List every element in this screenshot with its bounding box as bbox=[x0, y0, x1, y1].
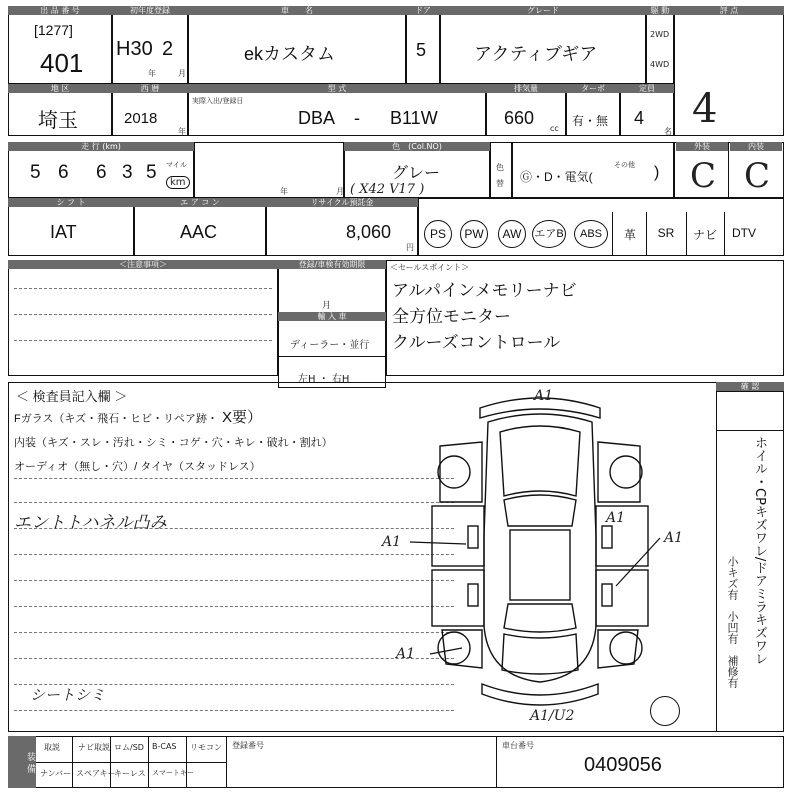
cc-unit: cc bbox=[550, 124, 559, 133]
car-diagram bbox=[370, 386, 710, 726]
equip-div-3 bbox=[148, 736, 149, 788]
inspector-line-audio: オーディオ（無し・穴）/ タイヤ（スタッドレス） bbox=[14, 461, 261, 473]
cc-value: 660 bbox=[504, 108, 535, 128]
handle-value: 左H ・ 右H bbox=[298, 374, 350, 385]
serial-label: 登録番号 bbox=[232, 741, 264, 750]
score-cell bbox=[674, 6, 784, 136]
import-header: 輸 入 車 bbox=[278, 312, 386, 321]
color-label-gae: 替 bbox=[496, 179, 504, 188]
lot-bracket-number: [1277] bbox=[34, 22, 73, 38]
right-vertical-col2: 小キズ有 小凹有 補修有 bbox=[726, 556, 739, 688]
chassis-number: 0409056 bbox=[584, 754, 662, 776]
year-ad-suffix: 年 bbox=[178, 127, 186, 136]
ext-int-divider bbox=[728, 142, 729, 198]
inspection-year: 年 bbox=[280, 187, 288, 196]
grade-value: アクティブギア bbox=[474, 44, 598, 64]
caution-header: ＜注意事項＞ bbox=[8, 260, 278, 269]
right-vertical-col1: ホイル・CPキズワレ/ドアミラキズワレ bbox=[752, 436, 767, 666]
interior-grade-hand: C bbox=[744, 156, 771, 196]
caution-cell bbox=[8, 260, 278, 376]
overall-score-hand: 4 bbox=[692, 86, 718, 132]
mileage-digit-1: 5 bbox=[30, 162, 45, 183]
equip-number: ナンバー bbox=[40, 769, 72, 778]
first-reg-era: H30 bbox=[116, 38, 153, 60]
mileage-digit-3: 6 bbox=[96, 162, 107, 183]
reg-note: 実際入出/登録日 bbox=[192, 97, 244, 105]
drive-4wd: 4WD bbox=[650, 60, 670, 69]
inspector-header: ＜ 検査員記入欄 ＞ bbox=[16, 389, 128, 404]
model-prefix: DBA bbox=[298, 108, 336, 128]
drive-2wd: 2WD bbox=[650, 30, 670, 39]
equip-div-2 bbox=[110, 736, 111, 788]
expiry-month-label: 月 bbox=[322, 301, 332, 311]
drive-cell bbox=[646, 6, 674, 84]
aircon-header: エ ア コ ン bbox=[134, 198, 266, 207]
equip-div-1 bbox=[72, 736, 73, 788]
mileage-digit-2: 6 bbox=[58, 162, 69, 183]
color-header: 色 (Col.NO) bbox=[344, 142, 490, 151]
caution-line-1 bbox=[14, 288, 272, 289]
caution-line-2 bbox=[14, 314, 272, 315]
color-label-iro: 色 bbox=[496, 163, 504, 172]
year-label: 年 bbox=[148, 69, 156, 78]
grade-header: グレード bbox=[440, 6, 646, 15]
opt-divider-3 bbox=[686, 212, 687, 256]
equip-spare-key: スペアキー bbox=[76, 769, 116, 778]
equip-keyless: キーレス bbox=[114, 769, 146, 778]
import-value: ディーラー・並行 bbox=[290, 340, 370, 351]
equip-div-5 bbox=[226, 736, 227, 788]
recycle-value: 8,060 bbox=[346, 222, 392, 242]
equip-manual: 取説 bbox=[44, 743, 60, 752]
equip-mid-line bbox=[36, 762, 226, 763]
handle-divider bbox=[278, 356, 386, 357]
sales-point-header: ＜セールスポイント＞ bbox=[390, 263, 470, 272]
color-change-other: その他 bbox=[614, 161, 635, 169]
sales-point-3: クルーズコントロール bbox=[392, 333, 561, 352]
equip-div-4 bbox=[186, 736, 187, 788]
shift-header: シ フ ト bbox=[8, 198, 134, 207]
equip-header: 装 備 bbox=[8, 736, 36, 788]
seats-value: 4 bbox=[634, 108, 645, 128]
seats-unit: 名 bbox=[664, 127, 672, 136]
color-change-options: Ⓖ・D・電気( bbox=[520, 170, 593, 184]
aircon-value: AAC bbox=[180, 222, 218, 242]
cc-header: 排気量 bbox=[486, 84, 566, 93]
equip-navi-manual: ナビ取説 bbox=[78, 743, 110, 752]
mileage-header: 走 行 (km) bbox=[8, 142, 194, 151]
opt-divider-4 bbox=[724, 212, 725, 256]
option-abs: ABS bbox=[574, 220, 608, 248]
month-label: 月 bbox=[178, 69, 186, 78]
year-ad-value: 2018 bbox=[124, 110, 158, 127]
expiry-import-cell bbox=[278, 260, 386, 388]
turbo-header: ターボ bbox=[566, 84, 620, 93]
check-circle bbox=[650, 696, 680, 726]
option-sr: SR bbox=[657, 226, 675, 240]
lot-header: 出 品 番 号 bbox=[8, 6, 112, 15]
region-header: 地 区 bbox=[8, 84, 112, 93]
equip-rom-sd: ロム/SD bbox=[114, 743, 144, 752]
opt-divider-1 bbox=[612, 212, 613, 256]
option-dtv: DTV bbox=[732, 226, 756, 240]
inspector-line-interior: 内装（キズ・スレ・汚れ・シミ・コゲ・穴・キレ・破れ・割れ） bbox=[14, 437, 333, 449]
color-code-hand: ( X42 V17 ) bbox=[350, 182, 425, 197]
diagram-mark-right: A1 bbox=[664, 530, 684, 546]
mileage-km-unit: km bbox=[166, 176, 190, 189]
doors-header: ドア bbox=[406, 6, 440, 15]
drive-header: 駆 動 bbox=[646, 6, 674, 15]
car-name-header: 車 名 bbox=[188, 6, 406, 15]
inspector-line-glass-x: X要） bbox=[222, 409, 263, 426]
diagram-mark-left-rear: A1 bbox=[396, 646, 416, 662]
chassis-label: 車台番号 bbox=[502, 741, 534, 750]
recycle-unit: 円 bbox=[406, 243, 414, 252]
diagram-mark-rear: A1/U2 bbox=[530, 708, 575, 724]
option-pw: PW bbox=[460, 220, 488, 248]
check-header: 確 認 bbox=[716, 382, 784, 391]
doors-value: 5 bbox=[416, 40, 427, 60]
mileage-digit-4: 3 bbox=[122, 162, 133, 183]
chassis-divider bbox=[496, 736, 497, 788]
sales-point-2: 全方位モニター bbox=[392, 307, 511, 326]
lot-number: 401 bbox=[40, 48, 84, 78]
model-header: 型 式 bbox=[188, 84, 486, 93]
diagram-mark-right-door: A1 bbox=[606, 510, 626, 526]
model-sep: - bbox=[354, 108, 360, 128]
option-leather: 革 bbox=[623, 228, 636, 242]
color-name: グレー bbox=[392, 165, 441, 182]
option-navi: ナビ bbox=[692, 228, 717, 242]
interior-header: 内装 bbox=[730, 142, 782, 151]
first-reg-header: 初年度登録 bbox=[112, 6, 188, 15]
check-box-empty bbox=[716, 391, 784, 431]
expiry-header: 登録/車検有効期限 bbox=[278, 260, 386, 269]
caution-line-3 bbox=[14, 340, 272, 341]
handwritten-note-2: シートシミ bbox=[30, 686, 106, 704]
opt-divider-2 bbox=[646, 212, 647, 256]
mileage-mile-unit: マイル bbox=[166, 161, 187, 169]
equip-remote: リモコン bbox=[190, 743, 222, 752]
equip-smart-key: スマートキー bbox=[152, 769, 194, 777]
equip-bcas: B-CAS bbox=[152, 742, 177, 751]
color-change-close: ) bbox=[654, 164, 660, 181]
region-value: 埼玉 bbox=[38, 110, 78, 132]
seats-header: 定員 bbox=[620, 84, 674, 93]
sales-point-1: アルパインメモリーナビ bbox=[392, 281, 577, 300]
exterior-header: 外装 bbox=[676, 142, 728, 151]
year-ad-header: 西 暦 bbox=[112, 84, 188, 93]
shift-value: IAT bbox=[50, 222, 77, 242]
mileage-digit-5: 5 bbox=[146, 162, 157, 183]
first-reg-month: 2 bbox=[162, 38, 174, 60]
option-airbag: エアB bbox=[532, 220, 566, 248]
inspection-cell bbox=[194, 142, 344, 198]
diagram-mark-left: A1 bbox=[382, 534, 402, 550]
inspector-line-glass: Fガラス（キズ・飛石・ヒビ・リペア跡・ bbox=[14, 413, 218, 425]
turbo-value: 有・無 bbox=[572, 114, 609, 128]
recycle-header: リサイクル預託金 bbox=[266, 198, 418, 207]
model-code: B11W bbox=[390, 108, 438, 128]
diagram-mark-front: A1 bbox=[534, 388, 554, 404]
option-ps: PS bbox=[424, 220, 452, 248]
car-name: ekカスタム bbox=[244, 44, 336, 64]
handwritten-note-1: エントトハネル凸み bbox=[14, 513, 167, 533]
exterior-grade-hand: C bbox=[690, 156, 717, 196]
option-aw: AW bbox=[498, 220, 526, 248]
inspection-month: 月 bbox=[336, 187, 344, 196]
score-header: 評 点 bbox=[674, 6, 784, 15]
